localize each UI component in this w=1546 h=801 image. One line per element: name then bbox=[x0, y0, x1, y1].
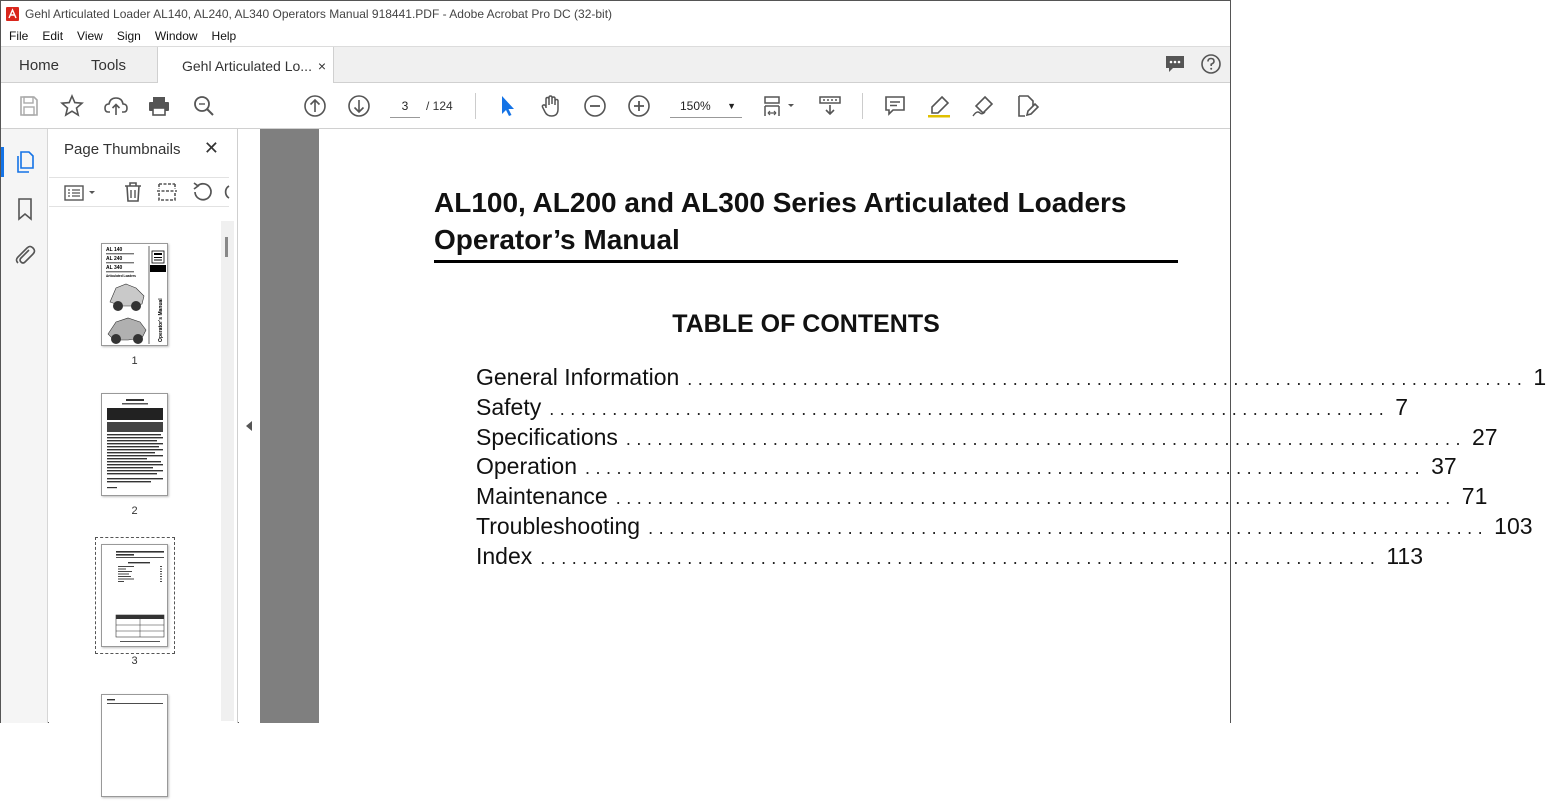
edit-pdf-icon[interactable] bbox=[1015, 94, 1039, 118]
toc-entry-label: Maintenance bbox=[476, 483, 608, 510]
menu-view[interactable]: View bbox=[77, 29, 103, 43]
zoom-out-icon[interactable] bbox=[583, 94, 607, 118]
sign-icon[interactable] bbox=[971, 94, 995, 118]
more-tools-icon[interactable] bbox=[221, 180, 229, 207]
zoom-select[interactable] bbox=[670, 94, 742, 118]
toc-entry-label: Troubleshooting bbox=[476, 512, 641, 539]
toc-entry-page: 113 bbox=[1386, 542, 1424, 569]
table-of-contents bbox=[476, 364, 1546, 573]
toc-entry[interactable] bbox=[476, 364, 1546, 394]
thumb-text: Operator's Manual bbox=[158, 298, 164, 342]
page-thumbnail[interactable] bbox=[101, 694, 168, 797]
toc-entry-page: 7 bbox=[1395, 393, 1409, 420]
toc-entry-page: 71 bbox=[1461, 483, 1488, 510]
toc-leader-dots: ................................................................................ bbox=[625, 428, 1466, 449]
toc-leader-dots: ................................................................................ bbox=[615, 488, 1456, 509]
thumb-text: Articulated Loaders bbox=[106, 274, 136, 278]
toc-entry[interactable] bbox=[476, 483, 1488, 513]
thumbnail-label: 3 bbox=[131, 655, 138, 667]
toc-leader-dots: ................................................................................ bbox=[585, 458, 1426, 479]
toc-entry-page: 27 bbox=[1472, 423, 1498, 450]
toc-leader-dots: ................................................................................ bbox=[549, 398, 1390, 419]
toc-entry-page: 37 bbox=[1431, 453, 1457, 480]
tab-bar bbox=[1, 46, 1230, 83]
delete-page-icon[interactable] bbox=[121, 180, 145, 207]
page-number-input[interactable]: 3 bbox=[390, 94, 420, 118]
chevron-left-icon bbox=[246, 421, 252, 431]
zoom-in-icon[interactable] bbox=[627, 94, 651, 118]
page-thumbnail[interactable] bbox=[101, 393, 168, 496]
scroll-mode-icon[interactable] bbox=[818, 94, 842, 118]
bookmarks-icon[interactable] bbox=[13, 197, 37, 221]
comment-bubble-icon[interactable] bbox=[1164, 53, 1186, 78]
options-menu-icon[interactable] bbox=[63, 182, 99, 207]
previous-page-icon[interactable] bbox=[303, 94, 327, 118]
tab-document-label: Gehl Articulated Lo... bbox=[182, 57, 312, 74]
thumb-text: AL 140 bbox=[106, 247, 123, 253]
toc-entry-page: 103 bbox=[1494, 512, 1533, 539]
page-total: / 124 bbox=[426, 99, 453, 113]
rail-active-indicator bbox=[1, 147, 4, 177]
page-thumbnail-selected[interactable] bbox=[101, 544, 168, 647]
document-title-line2: Operator’s Manual bbox=[434, 224, 680, 255]
panel-collapse-handle[interactable] bbox=[239, 129, 260, 723]
window-title: Gehl Articulated Loader AL140, AL240, AL340 Operators Manual 918441.PDF - Adobe Acrobat Pro DC (32-bit) bbox=[25, 6, 613, 21]
page-thumbnail[interactable] bbox=[101, 243, 168, 346]
find-icon[interactable] bbox=[192, 94, 216, 118]
toc-leader-dots: ................................................................................ bbox=[540, 547, 1381, 568]
thumb-text: AL 240 bbox=[106, 256, 123, 262]
toc-entry-label: General Information bbox=[476, 364, 680, 390]
select-cursor-icon[interactable] bbox=[495, 94, 519, 118]
toolbar-divider bbox=[862, 93, 863, 119]
share-upload-icon[interactable] bbox=[104, 94, 128, 118]
document-viewer[interactable] bbox=[260, 129, 1546, 723]
bookmark-star-icon[interactable] bbox=[60, 94, 84, 118]
toc-entry-label: Safety bbox=[476, 393, 542, 420]
menu-window[interactable]: Window bbox=[154, 29, 198, 43]
thumb-text: AL 340 bbox=[106, 265, 123, 271]
window-titlebar bbox=[1, 1, 1230, 26]
extract-page-icon[interactable] bbox=[155, 180, 179, 207]
toc-entry[interactable] bbox=[476, 393, 1409, 424]
toc-entry-label: Operation bbox=[476, 453, 578, 480]
document-page bbox=[319, 129, 1546, 723]
thumbnail-scrollbar[interactable] bbox=[221, 221, 234, 721]
page-thumbnails-panel bbox=[49, 129, 238, 723]
acrobat-logo-icon bbox=[6, 7, 19, 21]
page-fit-icon[interactable] bbox=[762, 94, 798, 118]
left-navigation-rail bbox=[1, 129, 48, 723]
toc-entry-page: 1 bbox=[1533, 364, 1546, 390]
print-icon[interactable] bbox=[147, 94, 171, 118]
toc-entry[interactable] bbox=[476, 423, 1498, 454]
close-icon[interactable]: ✕ bbox=[203, 138, 219, 158]
menu-help[interactable]: Help bbox=[211, 29, 237, 43]
toc-entry[interactable] bbox=[476, 542, 1424, 573]
zoom-value: 150% bbox=[680, 99, 711, 113]
save-icon[interactable] bbox=[17, 94, 41, 118]
menu-bar bbox=[1, 26, 1230, 46]
document-title-line1: AL100, AL200 and AL300 Series Articulated Loaders bbox=[434, 187, 1127, 218]
scrollbar-thumb[interactable] bbox=[225, 237, 228, 257]
menu-file[interactable]: File bbox=[9, 29, 29, 43]
tab-tools[interactable]: Tools bbox=[91, 56, 127, 74]
page-thumbnails-icon[interactable] bbox=[13, 150, 37, 174]
thumbnail-label: 2 bbox=[131, 505, 138, 517]
document-title bbox=[434, 184, 1178, 258]
tab-close-icon[interactable]: × bbox=[317, 57, 326, 74]
comment-icon[interactable] bbox=[883, 94, 907, 118]
toc-leader-dots: ................................................................................ bbox=[648, 517, 1489, 538]
toc-entry-label: Index bbox=[476, 542, 533, 569]
menu-edit[interactable]: Edit bbox=[42, 29, 64, 43]
hand-icon[interactable] bbox=[539, 94, 563, 118]
thumbnail-toolbar bbox=[49, 177, 229, 207]
attachments-icon[interactable] bbox=[13, 243, 37, 267]
title-rule bbox=[434, 260, 1178, 263]
thumbnail-label: 1 bbox=[131, 355, 138, 367]
toc-leader-dots: ................................................................................ bbox=[687, 369, 1528, 389]
toolbar-divider bbox=[475, 93, 476, 119]
highlight-icon[interactable] bbox=[927, 94, 951, 118]
tab-home[interactable]: Home bbox=[19, 56, 60, 74]
menu-sign[interactable]: Sign bbox=[116, 29, 141, 43]
panel-title: Page Thumbnails bbox=[64, 141, 181, 158]
chevron-down-icon: ▼ bbox=[727, 101, 736, 111]
thumbnail-list bbox=[49, 221, 222, 721]
rotate-icon[interactable] bbox=[190, 180, 214, 207]
toc-entry-label: Specifications bbox=[476, 423, 618, 450]
toc-heading: TABLE OF CONTENTS bbox=[672, 310, 940, 338]
toc-entry[interactable] bbox=[476, 453, 1457, 483]
toolbar bbox=[1, 83, 1230, 129]
tab-document[interactable] bbox=[157, 47, 334, 84]
next-page-icon[interactable] bbox=[347, 94, 371, 118]
toc-entry[interactable] bbox=[476, 512, 1533, 543]
help-icon[interactable] bbox=[1200, 53, 1222, 78]
